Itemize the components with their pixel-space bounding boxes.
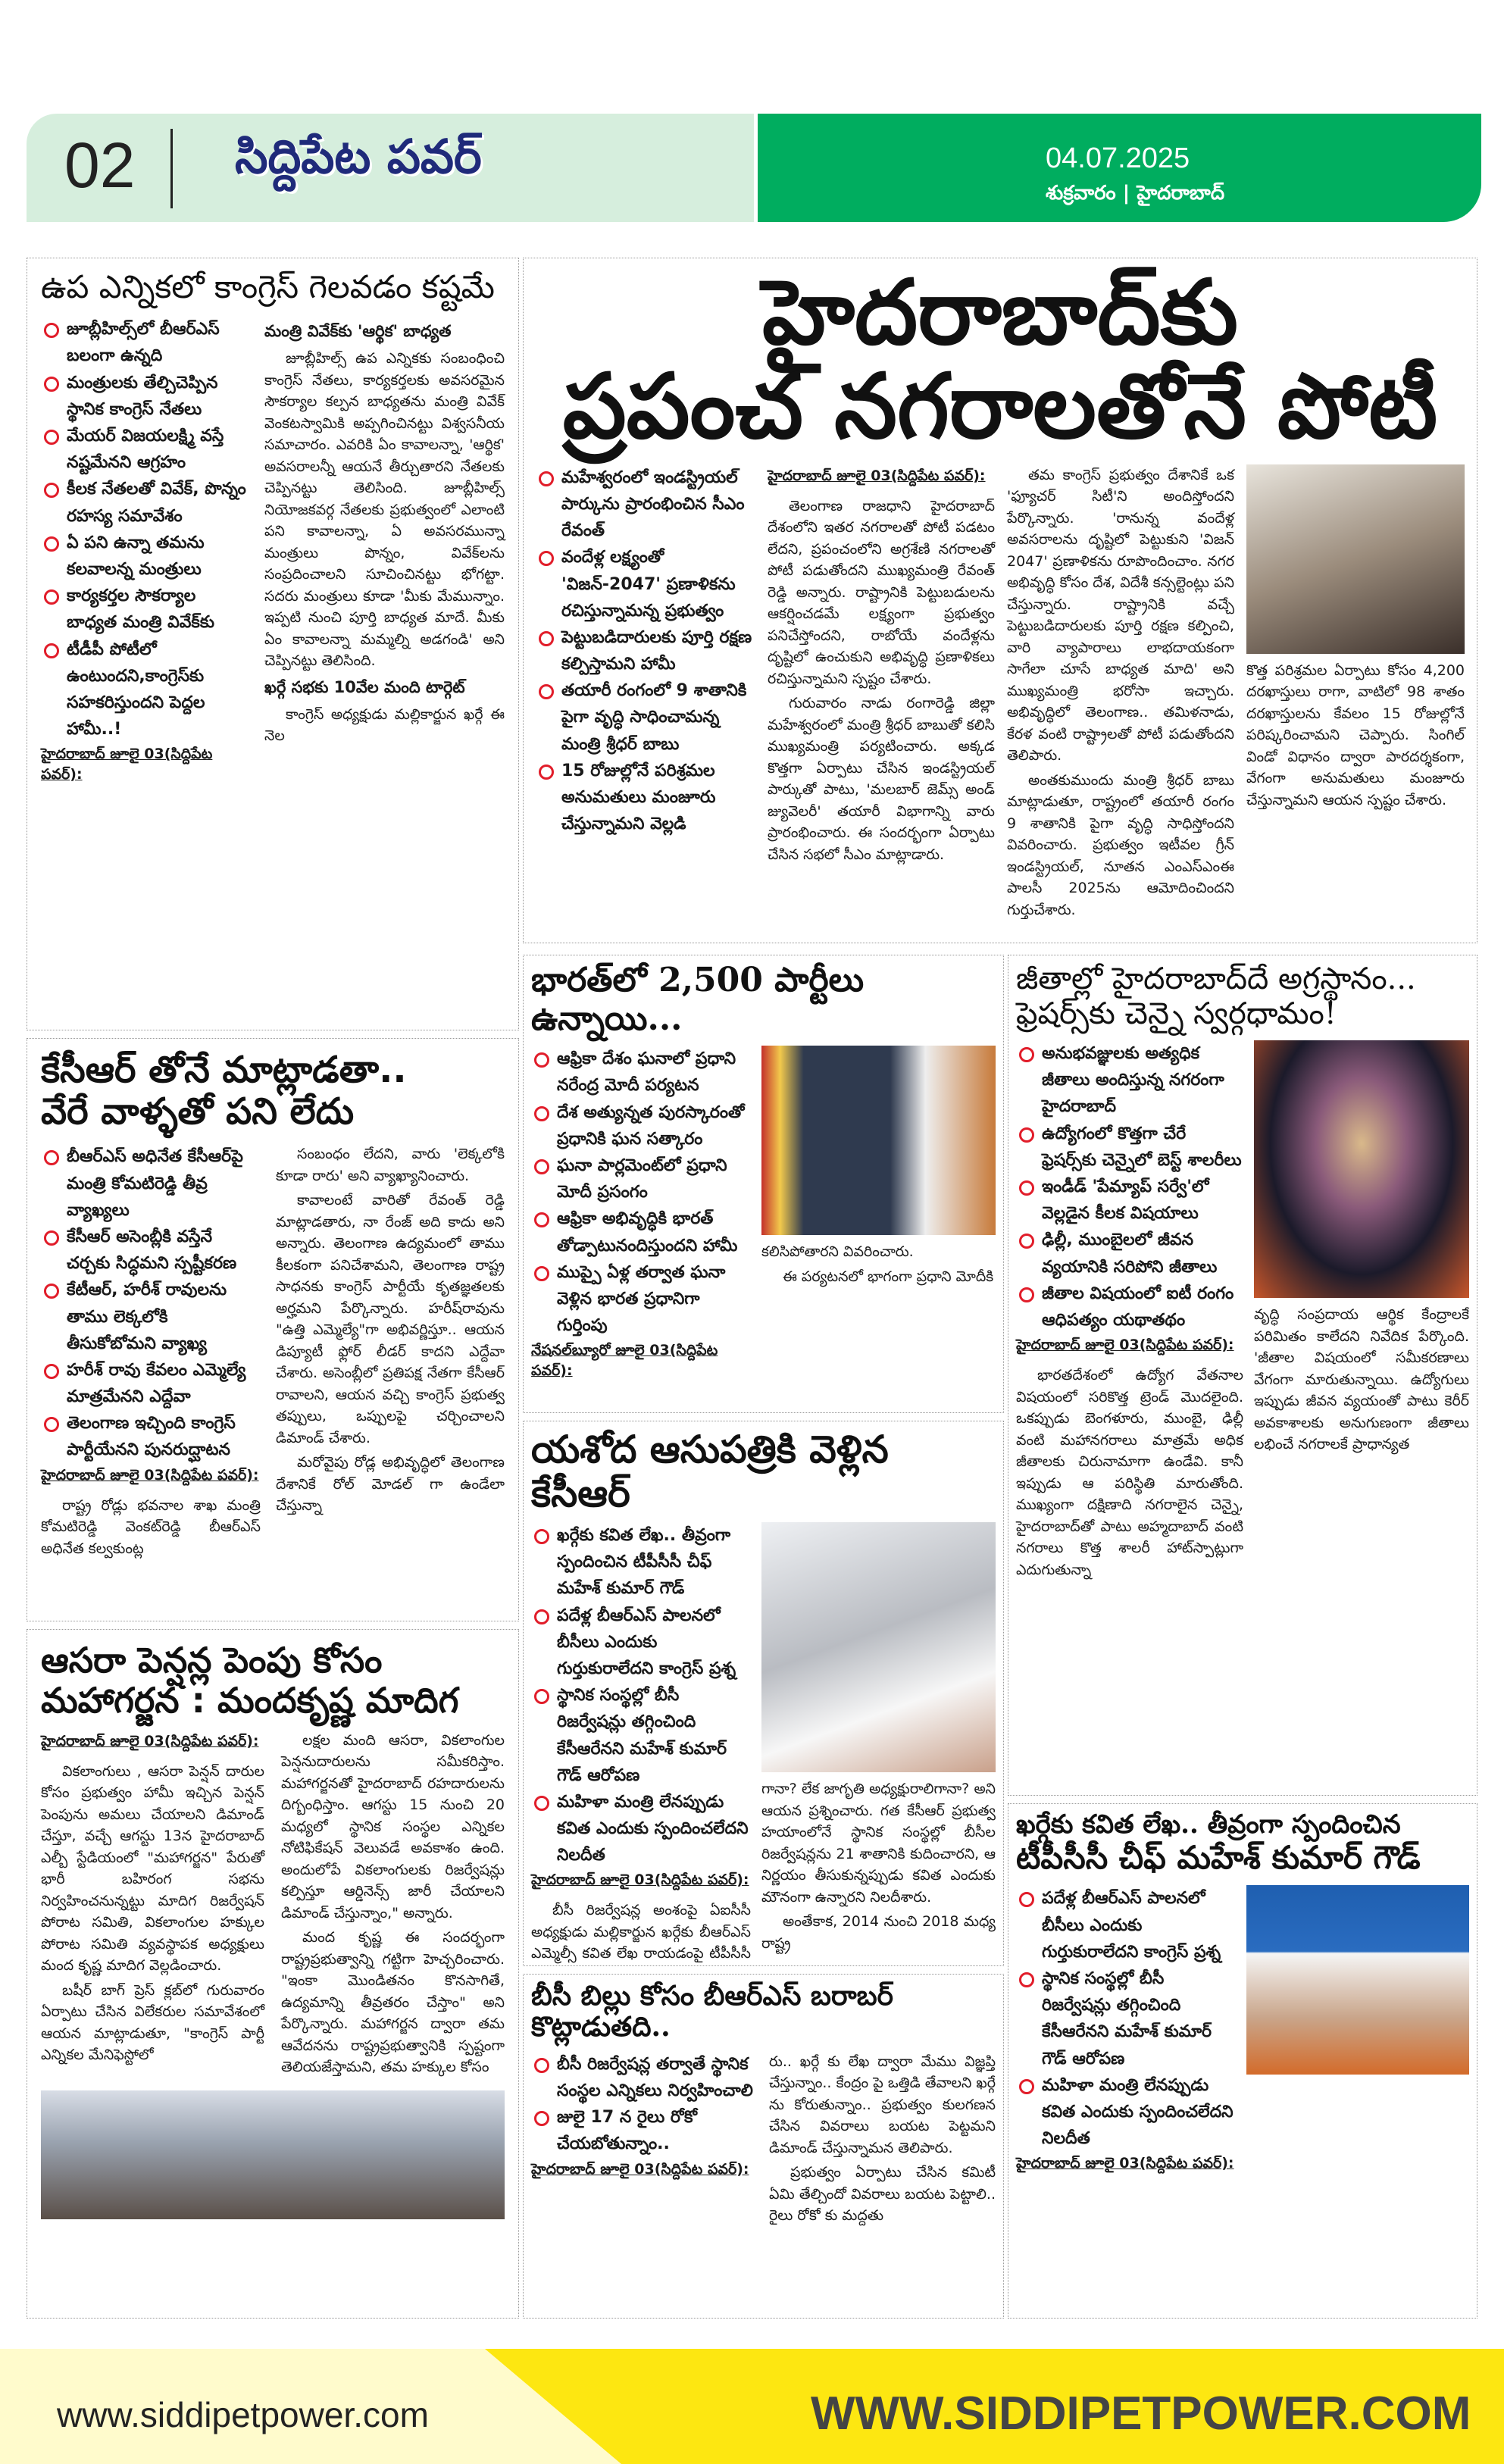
highlight: 15 రోజుల్లోనే పరిశ్రమల అనుమతులు మంజూరు చేస్తున్నామని వెల్లడి [536,758,755,838]
modi-ghana-photo [761,1046,996,1235]
highlight: కార్యకర్తల సౌకర్యాల బాధ్యత మంత్రి వివేక్‌కు [41,583,249,636]
header-divider [170,129,173,208]
dateline: హైదరాబాద్ జూలై 03(సిద్దిపేట పవర్): [1016,2155,1234,2172]
paragraph: బషీర్ బాగ్ ప్రెస్ క్లబ్‌లో గురువారం ఏర్పాటు చేసిన విలేకరుల సమావేశంలో ఆయన మాట్లాడుతూ, "కాంగ్రెస్ పార్టీ ఎన్నికల మేనిఫెస్టోలో [41,1981,264,2064]
highlight: మహేశ్వరంలో ఇండస్ట్రియల్ పార్కును ప్రారంభించిన సీఎం రేవంత్ [536,464,755,545]
highlight: జీతాల విషయంలో ఐటీ రంగం ఆధిపత్యం యథాతథం [1016,1280,1243,1334]
highlight: వందేళ్ల లక్ష్యంతో 'విజన్-2047' ప్రణాళికను రచిస్తున్నామన్న ప్రభుత్వం [536,544,755,624]
highlight: మంత్రులకు తేల్చిచెప్పిన స్థానిక కాంగ్రెస్ నేతలు [41,370,249,423]
paragraph: ఈ పర్యటనలో భాగంగా ప్రధాని మోదీకి [783,1268,994,1285]
highlight: మహిళా మంత్రి లేనప్పుడు కవిత ఎందుకు స్పందించలేదని నిలదీత [1016,2072,1236,2153]
paragraph: కావాలంటే వారితో రేవంత్ రెడ్డి మాట్లాడతారు, నా రేంజ్ అది కాదు అని అన్నారు. తెలంగాణ ఉద్యమంలో తాము కీలకంగా పనిచేశామని, తెలంగాణ రాష్ట్ర సాధనకు కాంగ్రెస్ పార్టీయే కృతజ్ఞతలకు అర్హమని పేర్కొన్నారు. హరీష్‌రావును "ఉత్తి ఎమ్మెల్యే"గా అభివర్ణిస్తూ.. ఆయన డిప్యూటీ ఫ్లోర్ లీడర్ కాదని ఎద్దేవా చేశారు. అసెంబ్లీలో ప్రతిపక్ష నేతగా కేసీఆర్ రావాలని, ఆయన వచ్చి కాంగ్రెస్ ప్రభుత్వ తప్పులు, ఒప్పులపై చర్చించాలని డిమాండ్ చేశారు. [276,1192,505,1446]
headline-line-1: ఖర్గేకు కవిత లేఖ.. తీవ్రంగా స్పందించిన [1016,1809,1401,1840]
headline: బీసీ బిల్లు కోసం బీఆర్ఎస్ బరాబర్ కొట్లాడుతది.. [531,1980,893,2043]
dateline: హైదరాబాద్ జూలై 03(సిద్దిపేట పవర్): [1016,1337,1234,1354]
lead-headline-line-1: హైదరాబాద్‌కు [762,260,1238,364]
paragraph: అంతకుముందు మంత్రి శ్రీధర్ బాబు మాట్లాడుతూ, రాష్ట్రంలో తయారీ రంగం 9 శాతానికి పైగా వృద్ధి సాధిస్తోందని వివరించారు. ప్రభుత్వం ఇటీవల గ్రీన్ ఇండస్ట్రియల్, నూతన ఎంఎస్ఎంఈ పాలసీ 2025ను ఆమోదించిందని గుర్తుచేశారు. [1007,771,1234,918]
highlight: ముప్పై ఏళ్ల తర్వాత ఘనా వెళ్లిన భారత ప్రధానిగా గుర్తింపు [531,1259,751,1340]
charminar-photo [1254,1040,1469,1298]
highlight: జులై 17 న రైలు రోకో చేయబోతున్నాం.. [531,2104,758,2157]
paragraph: ప్రభుత్వం ఏర్పాటు చేసిన కమిటీ ఏమి తేల్చిందో వివరాలు బయట పెట్టాలి.. రైలు రోకో కు మద్దతు [769,2164,996,2225]
highlight: దేశ అత్యున్నత పురస్కారంతో ప్రధానికి ఘన సత్కారం [531,1099,751,1152]
highlight: బీఆర్ఎస్ అధినేత కేసీఆర్‌పై మంత్రి కోమటిరెడ్డి తీవ్ర వ్యాఖ్యలు [41,1143,261,1224]
dateline: హైదరాబాద్ జూలై 03(సిద్దిపేట పవర్): [41,746,213,783]
paragraph: కలిసిపోతారని వివరించారు. [761,1243,914,1261]
subheading: మంత్రి వివేక్‌కు 'ఆర్థిక' బాధ్యత [264,322,452,341]
paragraph: వికలాంగులు , ఆసరా పెన్షన్ దారుల కోసం ప్రభుత్వం హామీ ఇచ్చిన పెన్షన్ పెంపును అమలు చేయాలని డిమాండ్ చేస్తూ, వచ్చే ఆగస్టు 13న హైదరాబాద్ ఎల్బీ స్టేడియంలో "మహాగర్జన" పేరుతో భారీ బహిరంగ సభను నిర్వహించనున్నట్టు మాదిగ రిజర్వేషన్ పోరాట సమితి, వికలాంగుల హక్కుల పోరాట సమితి వ్యవస్థాపక అధ్యక్షులు మంద కృష్ణ మాదిగ వెల్లడించారు. [41,1762,264,1975]
highlight: పెట్టుబడిదారులకు పూర్తి రక్షణ కల్పిస్తామని హామీ [536,624,755,677]
headline: ఉప ఎన్నికలో కాంగ్రెస్ గెలవడం కష్టమే [41,268,495,305]
highlight: తయారీ రంగంలో 9 శాతానికి పైగా వృద్ధి సాధించామన్న మంత్రి శ్రీధర్ బాబు [536,677,755,758]
website-link[interactable]: www.siddipetpower.com [57,2395,429,2434]
highlight: కీలక నేతలతో వివేక్, పొన్నం రహస్య సమావేశం [41,476,249,529]
highlight: ఆఫ్రికా దేశం ఘనాలో ప్రధాని నరేంద్ర మోదీ పర్యటన [531,1046,751,1099]
headline-line-2: వేరే వాళ్ళతో పని లేదు [41,1090,355,1134]
headline-line-2: మహాగర్జన : మందకృష్ణ మాదిగ [41,1679,459,1721]
highlight: టీడీపీ పోటీలో ఉంటుందని,కాంగ్రెస్‌కు సహకరిస్తుందని పెద్దల హామీ..! [41,636,249,743]
highlight: కేసీఆర్ అసెంబ్లీకి వస్తేనే చర్చకు సిద్ధమని స్పష్టీకరణ [41,1224,261,1277]
highlights-list [1016,1040,1243,1334]
issue-date: 04.07.2025 [1046,142,1190,174]
highlight: ఖర్గేకు కవిత లేఖ.. తీవ్రంగా స్పందించిన టీపీసీసీ చీఫ్ మహేశ్ కుమార్ గౌడ్ [531,1522,751,1603]
highlights-list [531,2051,758,2158]
masthead-logo: సిద్దిపేట పవర్ [235,129,482,184]
highlight: ఏ పని ఉన్నా తమను కలవాలన్న మంత్రులు [41,530,249,583]
headline-line-1: జీతాల్లో హైదరాబాద్‌దే అగ్రస్థానం... [1016,962,1416,996]
headline-line-2: టీపీసీసీ చీఫ్ మహేశ్ కుమార్ గౌడ్ [1016,1839,1421,1877]
page-number: 02 [64,130,136,201]
highlights-list [1016,1885,1236,2152]
subheading: ఖర్గే సభకు 10వేల మంది టార్గెట్ [264,677,465,696]
dateline: హైదరాబాద్ జూలై 03(సిద్దిపేట పవర్): [531,2160,749,2178]
headline-line-1: ఆసరా పెన్షన్ల పెంపు కోసం [41,1640,383,1681]
paragraph: రాష్ట్ర రోడ్లు భవనాల శాఖ మంత్రి కోమటిరెడ్డి వెంకట్‌రెడ్డి బీఆర్ఎస్ అధినేత కల్వకుంట్ల [41,1496,261,1557]
dateline: హైదరాబాద్ జూలై 03(సిద్దిపేట పవర్): [41,1466,259,1484]
headline: యశోద ఆసుపత్రికి వెళ్లిన కేసీఆర్ [531,1427,889,1515]
mahesh-photo [1246,1885,1469,2075]
highlight: అనుభవజ్ఞులకు అత్యధిక జీతాలు అందిస్తున్న నగరంగా హైదరాబాద్ [1016,1040,1243,1121]
paragraph: గురువారం నాడు రంగారెడ్డి జిల్లా మహేశ్వరంలో మంత్రి శ్రీధర్ బాబుతో కలిసి ముఖ్యమంత్రి పర్యటించారు. అక్కడ కొత్తగా ఏర్పాటు చేసిన ఇండస్ట్రియల్ పార్కుతో పాటు, 'మలబార్ జెమ్స్ అండ్ జ్యువెలరీ' తయారీ విభాగాన్ని వారు ప్రారంభించారు. ఈ సందర్భంగా ఏర్పాటు చేసిన సభలో సీఎం మాట్లాడారు. [768,695,995,863]
highlight: స్థానిక సంస్థల్లో బీసీ రిజర్వేషన్లు తగ్గించింది కేసీఆరేనని మహేశ్ కుమార్ గౌడ్ ఆరోపణ [1016,1965,1236,2072]
article-bc-bill [523,1974,1004,2319]
paragraph: రు.. ఖర్గే కు లేఖ ద్వారా మేము విజ్ఞప్తి చేస్తున్నాం.. కేంద్రం పై ఒత్తిడి తేవాలని ఖర్గే ను కోరుతున్నాం.. ప్రభుత్వం కులగణన చేసిన వివరాలు బయట పెట్టమని డిమాండ్ చేస్తున్నామన తెలిపారు. [769,2053,996,2156]
highlight: ఢిల్లీ, ముంబైలలో జీవన వ్యయానికి సరిపోని జీతాలు [1016,1227,1243,1280]
highlight: తెలంగాణ ఇచ్చింది కాంగ్రెస్ పార్టీయేనని పునరుద్ఘాటన [41,1410,261,1463]
article-kcr-talk [27,1038,519,1621]
kcr-photo [761,1522,996,1772]
highlight: కేటీఆర్, హరీశ్ రావులను తాము లెక్కలోకి తీసుకోబోమని వ్యాఖ్య [41,1277,261,1357]
paragraph: బీసీ రిజర్వేషన్ల అంశంపై ఏఐసీసీ అధ్యక్షుడు మల్లికార్జున ఖర్గేకు బీఆర్ఎస్ ఎమ్మెల్సీ కవిత లేఖ రాయడంపై టీపీసీసీ [531,1902,751,1962]
paragraph: మంద కృష్ణ ఈ సందర్భంగా రాష్ట్రప్రభుత్వాన్ని గట్టిగా హెచ్చరించారు. "ఇంకా మొండితనం కొనసాగితే, ఉద్యమాన్ని తీవ్రతరం చేస్తాం" అని పేర్కొన్నారు. మహాగర్జన ద్వారా తమ ఆవేదనను రాష్ట్రప్రభుత్వానికి స్పష్టంగా తెలియజేస్తామని, తమ హక్కుల కోసం [281,1929,505,2076]
press-meet-photo [41,2090,505,2219]
highlights-list [41,316,249,743]
website-link-large[interactable]: WWW.SIDDIPETPOWER.COM [811,2387,1471,2440]
highlight: జూబ్లీహిల్స్‌లో బీఆర్ఎస్ బలంగా ఉన్నది [41,316,249,369]
dateline: హైదరాబాద్ జూలై 03(సిద్దిపేట పవర్): [531,1871,749,1889]
paragraph: వృద్ధి సంప్రదాయ ఆర్థిక కేంద్రాలకే పరిమితం కాలేదని నివేదిక పేర్కొంది. 'జీతాల విషయంలో సమీకరణాలు వేగంగా మారుతున్నాయి. ఉద్యోగులు ఇప్పుడు జీవన వ్యయంతో పాటు కెరీర్ అవకాశాలకు అనుగుణంగా జీతాలు లభించే నగరాలకే ప్రాధాన్యత [1254,1306,1469,1452]
article-kcr-hospital [523,1421,1004,1966]
highlight: హరీశ్ రావు కేవలం ఎమ్మెల్యే మాత్రమేనని ఎద్దేవా [41,1357,261,1410]
highlight: ఘనా పార్లమెంట్‌లో ప్రధాని మోదీ ప్రసంగం [531,1152,751,1205]
dateline: హైదరాబాద్ జూలై 03(సిద్దిపేట పవర్): [41,1732,259,1750]
highlight: స్థానిక సంస్థల్లో బీసీ రిజర్వేషన్లు తగ్గించింది కేసీఆరేనని మహేశ్ కుమార్ గౌడ్ ఆరోపణ [531,1682,751,1789]
highlight: మహిళా మంత్రి లేనప్పుడు కవిత ఎందుకు స్పందించలేదని నిలదీత [531,1789,751,1869]
article-bypoll [27,258,519,1030]
article-mahesh-goud [1008,1803,1477,2319]
paragraph: తమ కాంగ్రెస్ ప్రభుత్వం దేశానికే ఒక 'ఫ్యూచర్ సిటీ'ని అందిస్తోందని పేర్కొన్నారు. 'రానున్న వందేళ్ల అవసరాలను దృష్టిలో పెట్టుకుని 'విజన్ 2047' ప్రణాళికను రూపొందించాం. నగర అభివృద్ధి కోసం దేశ, విదేశీ కన్సల్టెంట్లు పని చేస్తున్నారు. రాష్ట్రానికి వచ్చే పెట్టుబడిదారులకు పూర్తి రక్షణ కల్పించి, వారి వ్యాపారాలు లాభదాయకంగా సాగేలా చూసే బాధ్యత మాది' అని ముఖ్యమంత్రి భరోసా ఇచ్చారు. అభివృద్ధిలో తెలంగాణ.. తమిళనాడు, కేరళ వంటి రాష్ట్రాలతో పోటీ పడుతోందని తెలిపారు. [1007,466,1234,765]
article-salaries [1008,955,1477,1796]
headline-line-2: ఫ్రెషర్స్‌కు చెన్నై స్వర్గధామం! [1016,996,1337,1031]
paragraph: లక్షల మంది ఆసరా, వికలాంగుల పెన్షనుదారులను సమీకరిస్తాం. మహాగర్జనతో హైదరాబాద్ రహదారులను దిగ్బంధిస్తాం. ఆగస్టు 15 నుంచి 20 మధ్యలో స్థానిక సంస్థల ఎన్నికల నోటిఫికేషన్ వెలువడే అవకాశం ఉంది. అందులోపే వికలాంగులకు రిజర్వేషన్లు కల్పిస్తూ ఆర్డినెన్స్ జారీ చేయాలని డిమాండ్ చేస్తున్నాం," అన్నారు. [281,1731,505,1921]
paragraph: తెలంగాణ రాజధాని హైదరాబాద్ దేశంలోని ఇతర నగరాలతో పోటీ పడటం లేదని, ప్రపంచంలోని అగ్రశేణి నగరాలతో పోటీ పడుతోందని ముఖ్యమంత్రి రేవంత్ రెడ్డి అన్నారు. రాష్ట్రానికి పెట్టుబడులను ఆకర్షించడమే లక్ష్యంగా ప్రభుత్వం పనిచేస్తోందని, రాబోయే వందేళ్లను దృష్టిలో ఉంచుకుని అభివృద్ధి ప్రణాళికలు రచిస్తున్నామని స్పష్టం చేశారు. [768,497,995,687]
highlights-list [41,1143,261,1463]
paragraph: మరోవైపు రోడ్ల అభివృద్ధిలో తెలంగాణ దేశానికే రోల్ మోడల్ గా ఉండేలా చేస్తున్నా [276,1454,505,1515]
headline: భారత్‌లో 2,500 పార్టీలు ఉన్నాయి... [531,961,865,1038]
issue-day-place: శుక్రవారం | హైదరాబాద్ [1046,182,1225,205]
highlight: పదేళ్ల బీఆర్ఎస్ పాలనలో బీసీలు ఎందుకు గుర్తుకురాలేదని కాంగ్రెస్ ప్రశ్న [1016,1885,1236,1965]
headline-line-1: కేసీఆర్ తోనే మాట్లాడతా.. [41,1049,407,1091]
cm-photo [1246,464,1465,654]
highlights-list [531,1046,751,1339]
highlight: ఉద్యోగంలో కొత్తగా చేరే ఫ్రెషర్స్‌కు చెన్నైలో బెస్ట్ శాలరీలు [1016,1121,1243,1174]
highlight: మేయర్ విజయలక్ష్మి వస్తే నష్టమేనని ఆగ్రహం [41,423,249,476]
article-asara-pension [27,1629,519,2319]
highlight: పదేళ్ల బీఆర్ఎస్ పాలనలో బీసీలు ఎందుకు గుర్తుకురాలేదని కాంగ్రెస్ ప్రశ్న [531,1603,751,1683]
article-lead-hyderabad [523,258,1477,943]
highlights-list [536,464,755,924]
paragraph: కాంగ్రెస్ అధ్యక్షుడు మల్లికార్జున ఖర్గే ఈ నెల [264,705,505,745]
highlight: బీసీ రిజర్వేషన్ల తర్వాతే స్థానిక సంస్థల ఎన్నికలు నిర్వహించాలి [531,2051,758,2104]
paragraph: జూబ్లీహిల్స్ ఉప ఎన్నికకు సంబంధించి కాంగ్రెస్ నేతలు, కార్యకర్తలకు అవసరమైన సౌకర్యాల కల్పన బాధ్యతను మంత్రి వివేక్ వెంకటస్వామికి అప్పగించినట్టు విశ్వసనీయ సమాచారం. ఎవరికి ఏం కావాలన్నా, 'ఆర్థిక' అవసరాలన్నీ ఆయనే తీర్చుతారని నేతలకు చెప్పినట్టు తెలిసింది. జూబ్లీహిల్స్ నియోజకవర్గ నేతలకు ప్రభుత్వంలో ఎలాంటి పని కావాలన్నా, ఏ అవసరమున్నా మంత్రులు పొన్నం, వివేక్‌లను సంప్రదించాలని సూచించినట్టు భోగట్టా. సదరు మంత్రులు కూడా 'మీకు మేమున్నాం. ఇప్పటి నుంచి పూర్తి బాధ్యత మాదే. మీకు ఏం కావాలన్నా మమ్మల్ని అడగండి' అని చెప్పినట్టు తెలిసింది. [264,350,505,670]
paragraph: భారతదేశంలో ఉద్యోగ వేతనాల విషయంలో సరికొత్త ట్రెండ్ మొదలైంది. ఒకప్పుడు బెంగళూరు, ముంబై, ఢిల్లీ వంటి మహానగరాలు మాత్రమే అధిక జీతాలకు చిరునామాగా ఉండేవి. కానీ ఇప్పుడు ఆ పరిస్థితి మారుతోంది. ముఖ్యంగా దక్షిణాది నగరాలైన చెన్నై, హైదరాబాద్‌తో పాటు అహ్మదాబాద్ వంటి నగరాలు కొత్త శాలరీ హాట్‌స్పాట్లుగా ఎదుగుతున్నా [1016,1367,1243,1578]
highlight: ఆఫ్రికా అభివృద్ధికి భారత్ తోడ్పాటునందిస్తుందని హామీ [531,1205,751,1259]
paragraph: కొత్త పరిశ్రమల ఏర్పాటు కోసం 4,200 దరఖాస్తులు రాగా, వాటిలో 98 శాతం దరఖాస్తులను కేవలం 15 రోజుల్లోనే పరిష్కరించామని చెప్పారు. సింగిల్ విండో విధానం ద్వారా పారదర్శకంగా, వేగంగా అనుమతులు మంజూరు చేస్తున్నామని ఆయన స్పష్టం చేశారు. [1246,661,1465,808]
paragraph: సంబంధం లేదని, వారు 'లెక్కలోకి కూడా రారు' అని వ్యాఖ్యానించారు. [276,1146,505,1184]
paragraph: గానా? లేక జాగృతి అధ్యక్షురాలిగానా? అని ఆయన ప్రశ్నించారు. గత కేసీఆర్ ప్రభుత్వ హయాంలోనే స్థానిక సంస్థల్లో బీసీల రిజర్వేషన్లను 21 శాతానికి కుదించారని, ఆ నిర్ణయం తీసుకున్నప్పుడు కవిత ఎందుకు మౌనంగా ఉన్నారని నిలదీశారు. [761,1781,996,1906]
highlights-list [531,1522,751,1868]
dateline: హైదరాబాద్ జూలై 03(సిద్దిపేట పవర్): [768,467,986,484]
article-india-parties [523,955,1004,1413]
lead-headline-line-2: ప్రపంచ నగరాలతోనే పోటీ [562,353,1438,458]
paragraph: అంతేకాక, 2014 నుంచి 2018 మధ్య రాష్ట్ర [761,1913,996,1952]
dateline: నేషనల్‌బ్యూరో జూలై 03(సిద్దిపేట పవర్): [531,1342,718,1380]
highlight: ఇండీడ్ 'పేమ్యాప్ సర్వే'లో వెల్లడైన కీలక విషయాలు [1016,1174,1243,1227]
